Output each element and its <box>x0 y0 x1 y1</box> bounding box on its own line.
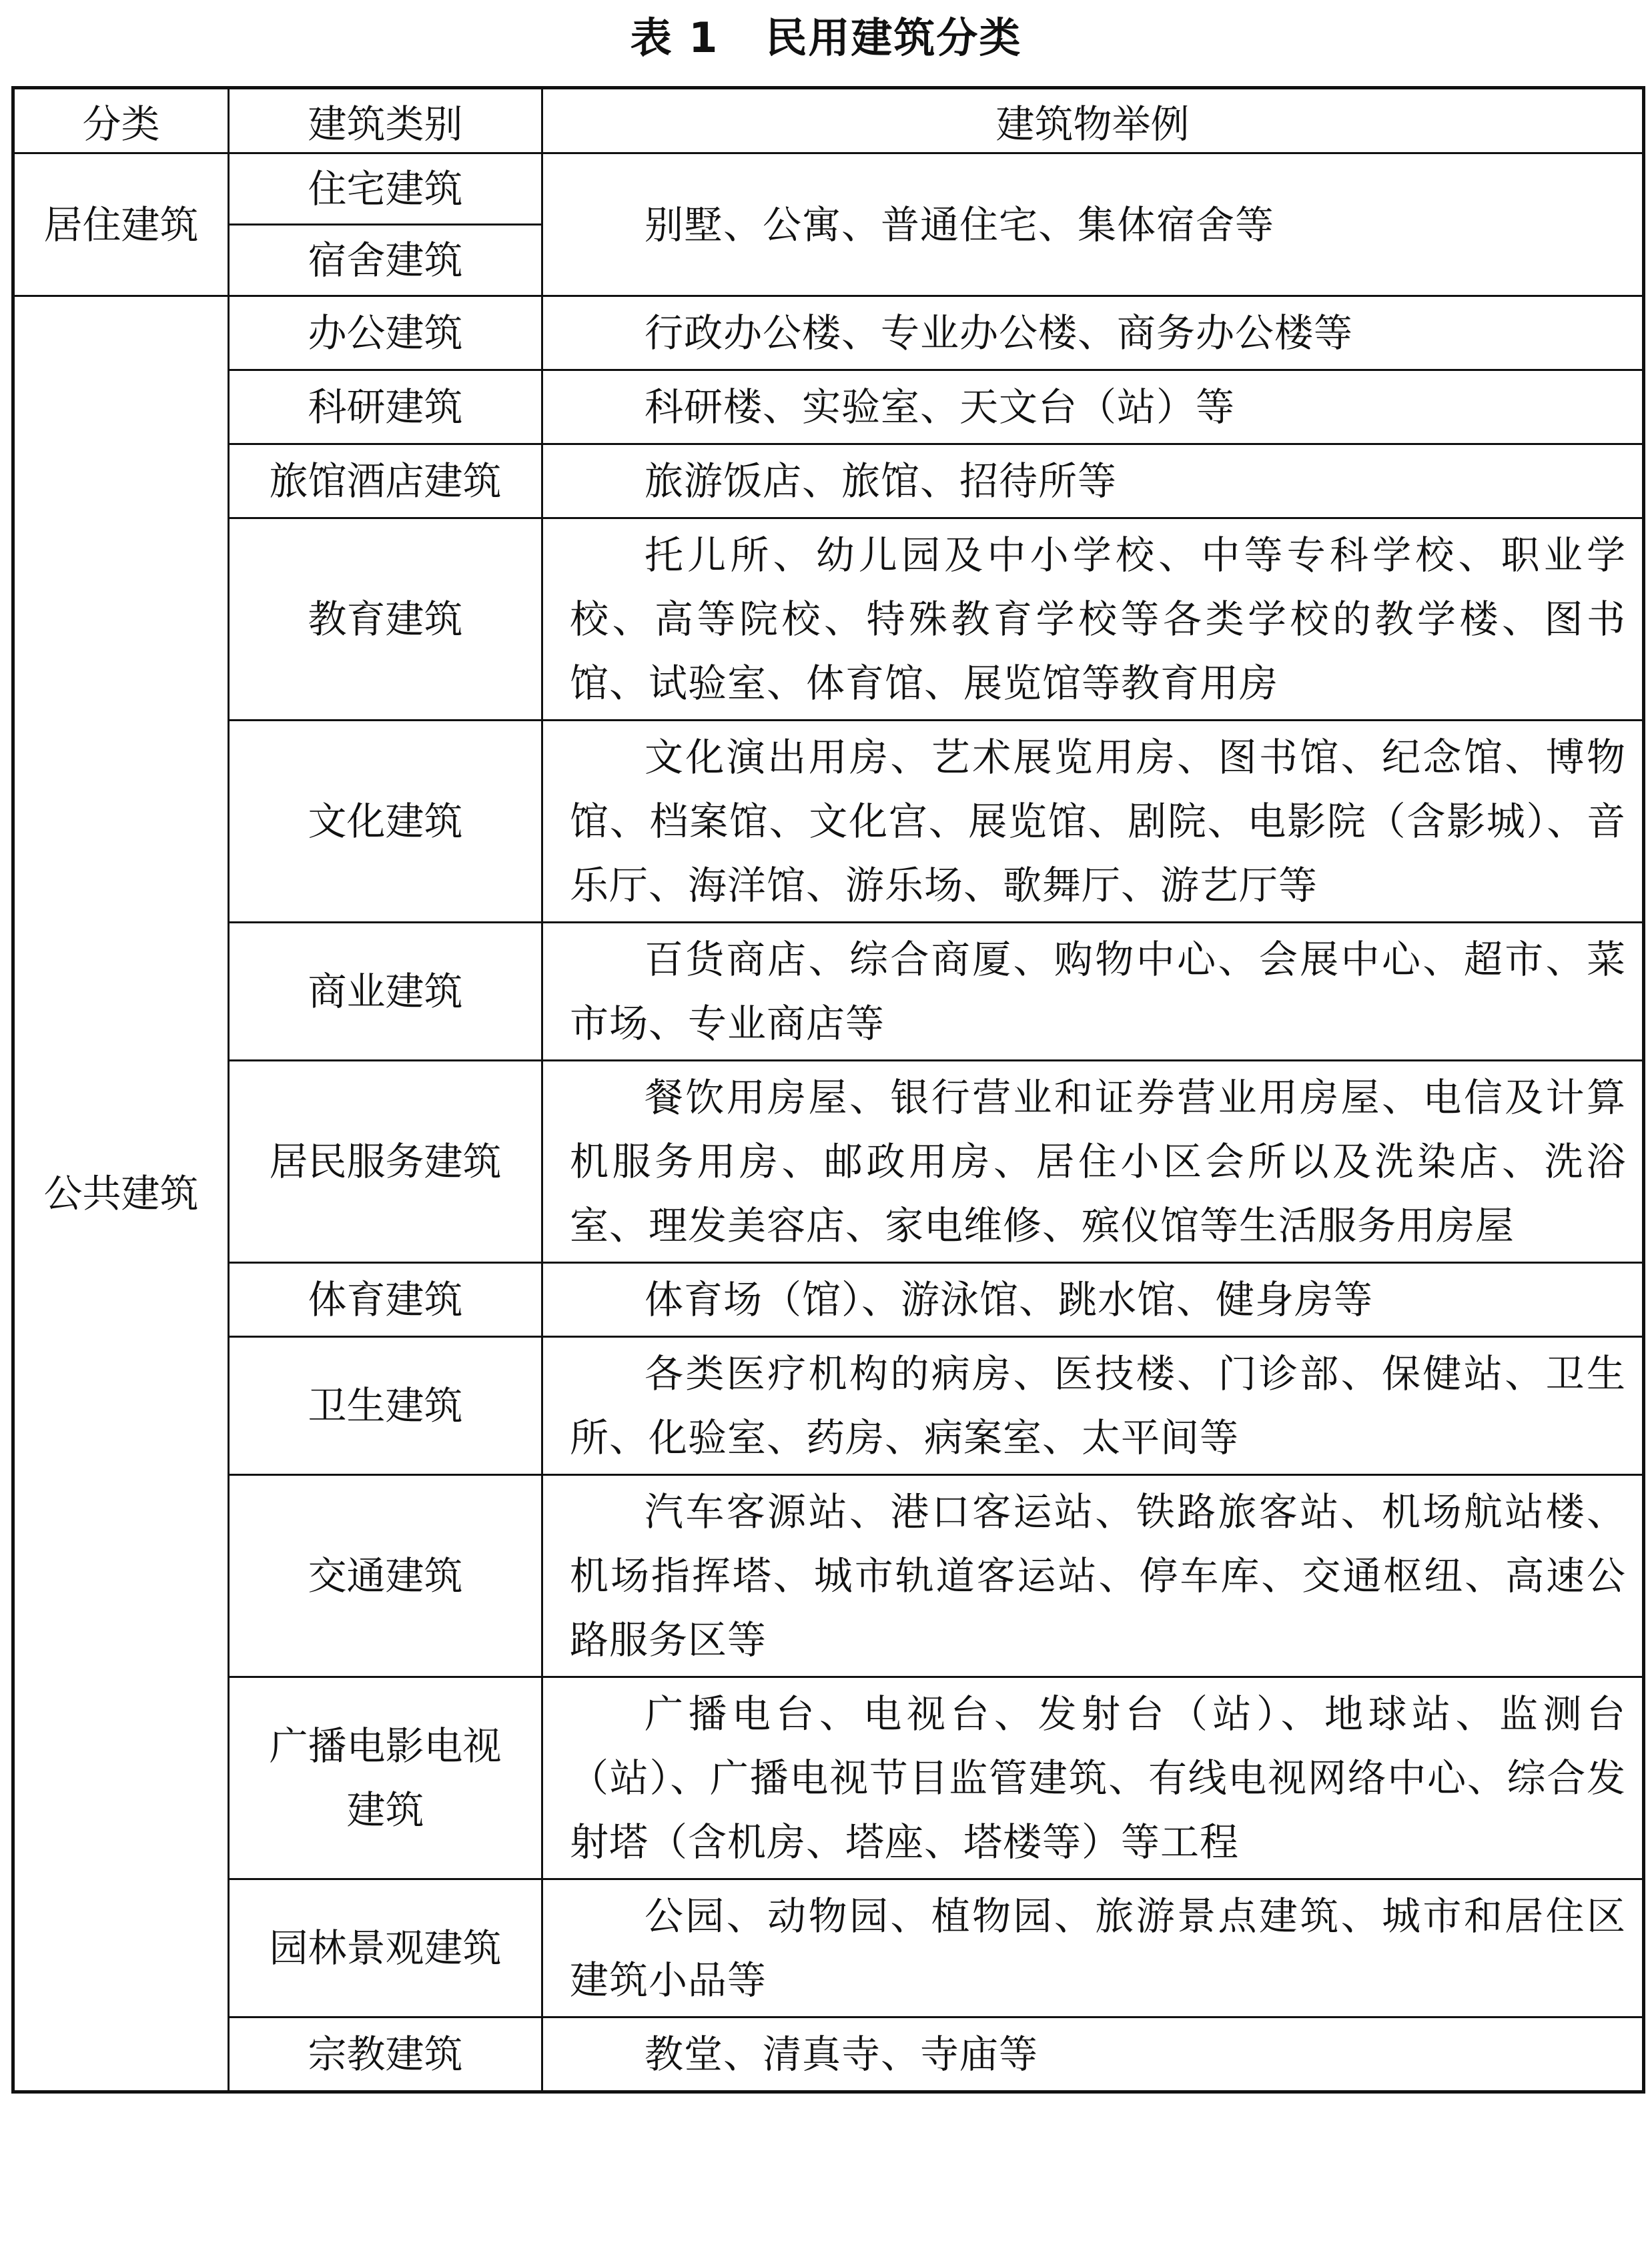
type-cell: 体育建筑 <box>229 1263 542 1337</box>
example-cell: 广播电台、电视台、发射台（站）、地球站、监测台（站）、广播电视节目监管建筑、有线电视网络中心、综合发射塔（含机房、塔座、塔楼等）等工程 <box>542 1677 1644 1879</box>
type-cell: 广播电影电视建筑 <box>229 1677 542 1879</box>
table-row <box>13 153 1644 225</box>
type-cell: 文化建筑 <box>229 721 542 923</box>
table-row <box>13 518 1644 721</box>
table-row <box>13 721 1644 923</box>
table-row <box>13 1061 1644 1263</box>
header-example: 建筑物举例 <box>542 88 1644 153</box>
type-cell: 宿舍建筑 <box>229 225 542 296</box>
type-cell: 旅馆酒店建筑 <box>229 444 542 518</box>
table-row <box>13 1337 1644 1475</box>
example-cell: 各类医疗机构的病房、医技楼、门诊部、保健站、卫生所、化验室、药房、病案室、太平间等 <box>542 1337 1644 1475</box>
table-row <box>13 1677 1644 1879</box>
example-cell: 公园、动物园、植物园、旅游景点建筑、城市和居住区建筑小品等 <box>542 1879 1644 2017</box>
table-row <box>13 2017 1644 2092</box>
type-cell: 交通建筑 <box>229 1475 542 1677</box>
category-public: 公共建筑 <box>13 296 229 2092</box>
table-row <box>13 1475 1644 1677</box>
example-cell: 餐饮用房屋、银行营业和证券营业用房屋、电信及计算机服务用房、邮政用房、居住小区会所以及洗染店、洗浴室、理发美容店、家电维修、殡仪馆等生活服务用房屋 <box>542 1061 1644 1263</box>
example-cell: 托儿所、幼儿园及中小学校、中等专科学校、职业学校、高等院校、特殊教育学校等各类学校的教学楼、图书馆、试验室、体育馆、展览馆等教育用房 <box>542 518 1644 721</box>
type-cell: 办公建筑 <box>229 296 542 370</box>
example-cell: 教堂、清真寺、寺庙等 <box>542 2017 1644 2092</box>
type-cell: 商业建筑 <box>229 923 542 1061</box>
example-cell: 行政办公楼、专业办公楼、商务办公楼等 <box>542 296 1644 370</box>
type-cell: 宗教建筑 <box>229 2017 542 2092</box>
table-row <box>13 296 1644 370</box>
table-row <box>13 444 1644 518</box>
type-cell: 居民服务建筑 <box>229 1061 542 1263</box>
header-type: 建筑类别 <box>229 88 542 153</box>
page-title <box>0 8 1652 68</box>
table-title: 民用建筑分类 <box>765 13 1022 62</box>
header-category: 分类 <box>13 88 229 153</box>
table-row <box>13 923 1644 1061</box>
example-cell: 百货商店、综合商厦、购物中心、会展中心、超市、菜市场、专业商店等 <box>542 923 1644 1061</box>
type-cell: 园林景观建筑 <box>229 1879 542 2017</box>
type-cell: 住宅建筑 <box>229 153 542 225</box>
category-residential: 居住建筑 <box>13 153 229 296</box>
type-cell: 科研建筑 <box>229 370 542 444</box>
table-number: 表 1 <box>630 13 719 62</box>
type-cell: 教育建筑 <box>229 518 542 721</box>
header-row <box>13 88 1644 153</box>
example-cell: 别墅、公寓、普通住宅、集体宿舍等 <box>542 153 1644 296</box>
example-cell: 文化演出用房、艺术展览用房、图书馆、纪念馆、博物馆、档案馆、文化宫、展览馆、剧院、电影院（含影城）、音乐厅、海洋馆、游乐场、歌舞厅、游艺厅等 <box>542 721 1644 923</box>
classification-table <box>11 86 1645 2094</box>
example-cell: 体育场（馆）、游泳馆、跳水馆、健身房等 <box>542 1263 1644 1337</box>
example-cell: 科研楼、实验室、天文台（站）等 <box>542 370 1644 444</box>
table-row <box>13 370 1644 444</box>
type-cell: 卫生建筑 <box>229 1337 542 1475</box>
table-row <box>13 1263 1644 1337</box>
example-cell: 旅游饭店、旅馆、招待所等 <box>542 444 1644 518</box>
table-row <box>13 1879 1644 2017</box>
example-cell: 汽车客源站、港口客运站、铁路旅客站、机场航站楼、机场指挥塔、城市轨道客运站、停车库、交通枢纽、高速公路服务区等 <box>542 1475 1644 1677</box>
